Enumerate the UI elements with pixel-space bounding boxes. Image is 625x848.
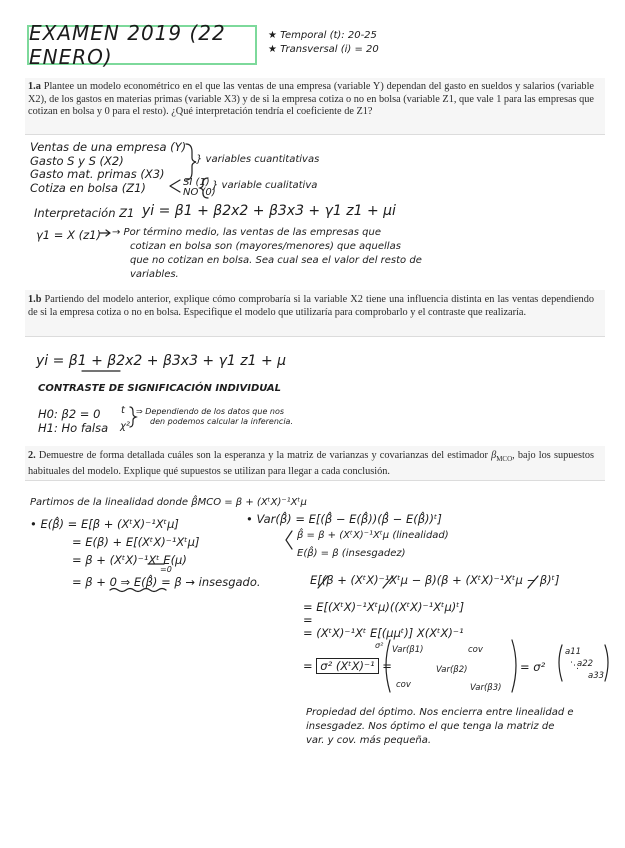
linearity-intro: Partimos de la linealidad donde β̂MCO = β + (XᵗX)⁻¹Xᵗμ — [30, 497, 307, 508]
var-x3: Gasto mat. primas (X3) — [30, 167, 165, 181]
question-1b-number: 1.b — [28, 294, 42, 305]
qualitative-label: } variable cualitativa — [212, 180, 318, 191]
expectation-line-4: = β + 0 ⇒ E(β̂) = β → insesgado. — [72, 575, 261, 589]
variance-unbiasedness: E(β̂) = β (insesgadez) — [297, 548, 406, 559]
variance-linearity: β̂ = β + (XᵗX)⁻¹Xᵗμ (linealidad) — [297, 530, 449, 541]
optimality-line-2: insesgadez. Nos óptimo el que tenga la matriz de — [306, 721, 555, 732]
var-z1: Cotiza en bolsa (Z1) — [30, 181, 146, 195]
interpretation-label: Interpretación Z1 — [34, 206, 135, 220]
variance-equals: = — [303, 613, 313, 627]
expectation-line-1: • E(β̂) = E[β + (XᵗX)⁻¹Xᵗμ] — [30, 517, 179, 531]
inference-note-1: ⇒ Dependiendo de los datos que nos — [136, 407, 285, 416]
a-matrix-left-paren — [559, 645, 562, 681]
stat-brace — [130, 407, 136, 427]
model-equation-1b: yi = β1 + β2x2 + β3x3 + γ1 z1 + μ — [36, 353, 287, 369]
beta-symbol: β — [491, 450, 497, 461]
question-2-number: 2. — [28, 450, 36, 461]
brace-qualitative — [200, 178, 208, 198]
expectation-line-3: = β + (XᵗX)⁻¹Xᵗ E(μ) — [72, 553, 187, 567]
z1-no: NO (0) — [183, 187, 216, 198]
question-2-text-1: Demuestre de forma detallada cuáles son la esperanza y la matriz de varianzas y covarianzas del estimador — [38, 450, 488, 461]
header-note-transversal: ★ Transversal (i) = 20 — [268, 44, 379, 55]
beta-subscript: MCO — [496, 455, 513, 464]
statistic-t: t — [121, 405, 125, 416]
variance-line-5: = E[(XᵗX)⁻¹Xᵗμ)((XᵗX)⁻¹Xᵗμ)ᵗ] — [303, 600, 465, 614]
sigma-squared-factor: = σ² — [520, 660, 546, 674]
optimality-line-1: Propiedad del óptimo. Nos encierra entre linealidad e — [306, 707, 574, 718]
variance-result-boxed: σ² (XᵗX)⁻¹ — [316, 658, 378, 674]
variance-line-4: E[(β + (XᵗX)⁻¹Xᵗμ − β)(β + (XᵗX)⁻¹Xᵗμ − β)ᵗ] — [310, 573, 560, 587]
question-1b-text: Partiendo del modelo anterior, explique cómo comprobaría si la variable X2 tiene una influencia distinta en las ventas dependiendo de si la empresa cotiza o no en bolsa. Especifique el modelo que utilizaría para comprobarlo y el contraste que realizaría. — [28, 294, 594, 318]
interpretation-line-3: que no cotizan en bolsa. Sea cual sea el valor del resto de — [130, 255, 422, 266]
brace-quantitative — [186, 144, 196, 180]
interpretation-line-4: variables. — [130, 269, 179, 280]
a-matrix-a33: a33 — [588, 671, 605, 681]
question-1a-text: Plantee un modelo econométrico en el que las ventas de una empresa (variable Y) dependan del gasto en sueldos y salarios (variable X2), de los gastos en materias primas (variable X3) y de si la empresa cotiza o no en bolsa (variable Z1, que vale 1 para las empresas que cotizan en bolsa y 0 para el resto). ¿Qué interpretación tendría el coeficiente de Z1? — [28, 81, 595, 118]
header-note-temporal: ★ Temporal (t): 20-25 — [268, 30, 377, 41]
var-y: Ventas de una empresa (Y) — [30, 140, 187, 154]
gamma-arrow — [100, 230, 110, 236]
a-matrix-a11: a11 — [565, 647, 582, 657]
inference-note-2: den podemos calcular la inferencia. — [150, 417, 293, 426]
cancel-mark-2 — [383, 576, 393, 588]
a-matrix-dots: ⋱ — [570, 661, 579, 671]
quantitative-label: } variables cuantitativas — [196, 154, 320, 165]
hypothesis-h0: H0: β2 = 0 — [38, 407, 101, 421]
optimality-line-3: var. y cov. más pequeña. — [306, 735, 432, 746]
question-1a-number: 1.a — [28, 81, 41, 92]
variance-left-bracket — [286, 531, 292, 549]
matrix-cov-lower: cov — [396, 680, 411, 690]
matrix-var-beta2: Var(β2) — [436, 665, 468, 675]
matrix-right-paren — [512, 640, 516, 692]
a-matrix-right-paren — [605, 645, 608, 681]
cancel-mark-1 — [318, 576, 328, 588]
statistic-chi: χ² — [120, 421, 130, 432]
z1-si: SI (1) — [183, 177, 210, 188]
model-equation-1a: yi = β1 + β2x2 + β3x3 + γ1 z1 + μi — [142, 203, 396, 219]
a-matrix-a22: a22 — [577, 659, 594, 669]
z1-split-arrow — [170, 180, 180, 192]
matrix-left-paren — [386, 640, 390, 692]
question-2-text-2: , bajo los supuestos habituales del modelo. Explique qué supuestos se utilizan para llegar a cada conclusión. — [28, 450, 594, 477]
sigma-squared-note: σ² — [375, 641, 384, 650]
wavy-underline — [110, 589, 166, 592]
interpretation-line-1: → Por término medio, las ventas de las empresas que — [112, 227, 382, 238]
cancel-mark-3 — [528, 576, 538, 588]
interpretation-line-2: cotizan en bolsa son (mayores/menores) que aquellas — [130, 241, 401, 252]
variance-result: = σ² (XᵗX)⁻¹ = — [303, 659, 392, 673]
variance-line-6: = (XᵗX)⁻¹Xᵗ E[(μμᵗ)] X(XᵗX)⁻¹ — [303, 626, 464, 640]
expectation-line-2: = E(β) + E[(XᵗX)⁻¹Xᵗμ] — [72, 535, 200, 549]
contrast-title: CONTRASTE DE SIGNIFICACIÓN INDIVIDUAL — [38, 383, 282, 394]
gamma-definition: γ1 = X (z1) — [36, 228, 101, 242]
matrix-cov-upper: cov — [468, 645, 483, 655]
variance-line-1: • Var(β̂) = E[(β̂ − E(β̂))(β̂ − E(β̂))ᵗ] — [246, 512, 442, 526]
hypothesis-h1: H1: Ho falsa — [38, 421, 109, 435]
matrix-var-beta3: Var(β3) — [470, 683, 502, 693]
var-x2: Gasto S y S (X2) — [30, 154, 124, 168]
expectation-zero-note: =0 — [160, 565, 172, 574]
matrix-var-beta1: Var(β1) — [392, 645, 424, 655]
page-title: EXAMEN 2019 (22 ENERO) — [27, 25, 257, 65]
